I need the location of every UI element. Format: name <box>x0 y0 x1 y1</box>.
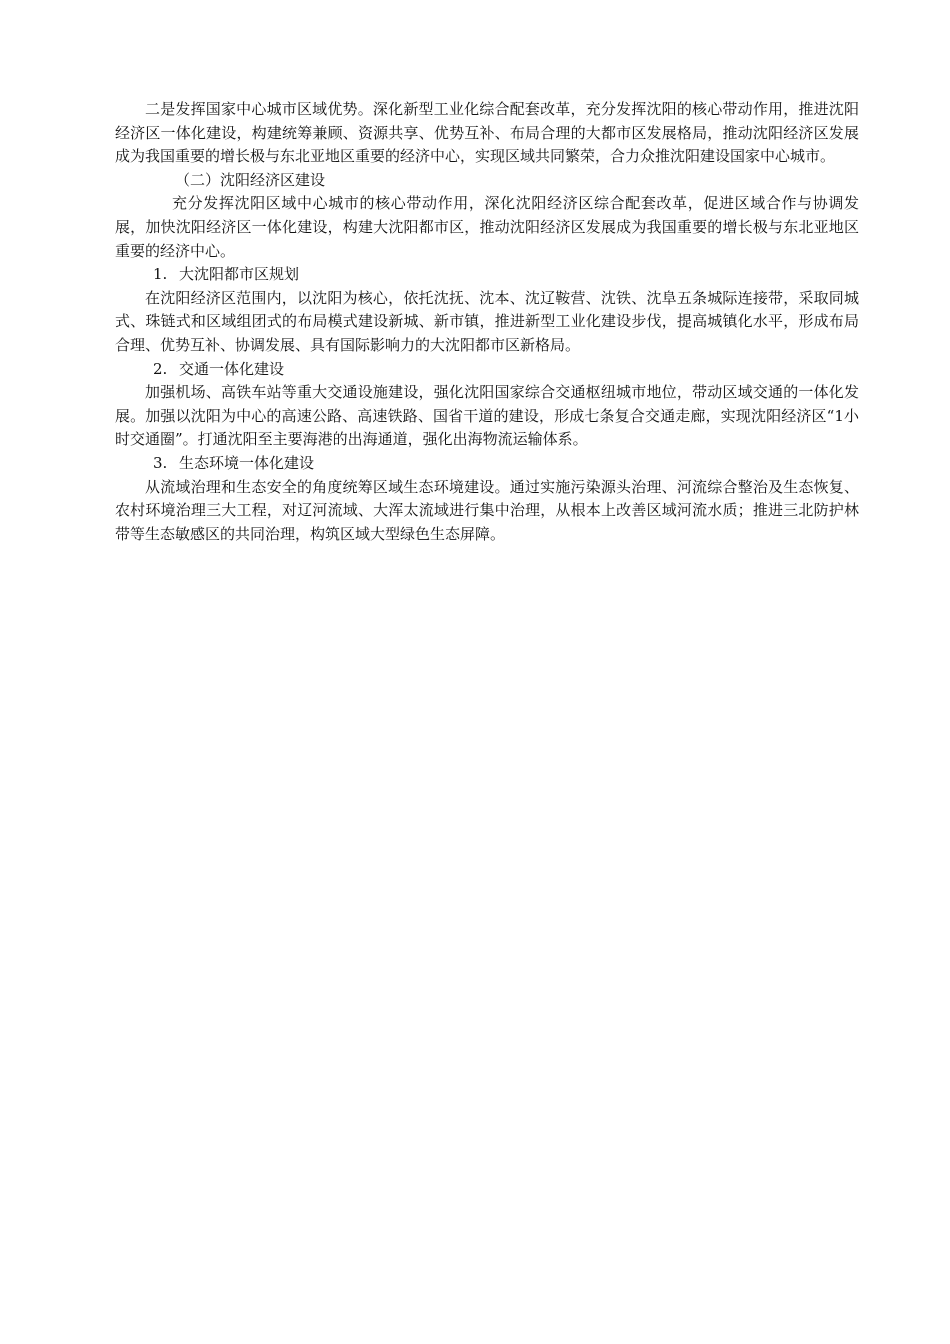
subsection-heading-1 <box>115 263 859 287</box>
section-intro-paragraph: 充分发挥沈阳区域中心城市的核心带动作用，深化沈阳经济区综合配套改革，促进区域合作与协调发展，加快沈阳经济区一体化建设，构建大沈阳都市区，推动沈阳经济区发展成为我国重要的增长极与东北亚地区重要的经济中心。 <box>115 194 859 260</box>
subsection-body-2: 加强机场、高铁车站等重大交通设施建设，强化沈阳国家综合交通枢纽城市地位，带动区域交通的一体化发展。加强以沈阳为中心的高速公路、高速铁路、国省干道的建设，形成七条复合交通走廊，实现沈阳经济区“1小时交通圈”。打通沈阳至主要海港的出海通道，强化出海物流运输体系。 <box>115 383 859 449</box>
section-heading: （二）沈阳经济区建设 <box>175 170 326 189</box>
subsection-title: 生态环境一体化建设 <box>179 453 315 472</box>
document-page <box>115 98 859 546</box>
intro-paragraph: 二是发挥国家中心城市区域优势。深化新型工业化综合配套改革，充分发挥沈阳的核心带动作用，推进沈阳经济区一体化建设，构建统筹兼顾、资源共享、优势互补、布局合理的大都市区发展格局，推动沈阳经济区发展成为我国重要的增长极与东北亚地区重要的经济中心，实现区域共同繁荣，合力众推沈阳建设国家中心城市。 <box>115 100 859 166</box>
subsection-heading-3 <box>115 452 859 476</box>
subsection-title: 交通一体化建设 <box>179 359 285 378</box>
subsection-number: 3. <box>153 453 168 472</box>
subsection-body-3: 从流域治理和生态安全的角度统筹区域生态环境建设。通过实施污染源头治理、河流综合整治及生态恢复、农村环境治理三大工程，对辽河流域、大浑太流域进行集中治理，从根本上改善区域河流水质；推进三北防护林带等生态敏感区的共同治理，构筑区域大型绿色生态屏障。 <box>115 477 859 543</box>
subsection-title: 大沈阳都市区规划 <box>179 265 300 284</box>
subsection-number: 1. <box>153 265 168 284</box>
subsection-heading-2 <box>115 358 859 382</box>
subsection-number: 2. <box>153 359 168 378</box>
subsection-body-1: 在沈阳经济区范围内，以沈阳为核心，依托沈抚、沈本、沈辽鞍营、沈铁、沈阜五条城际连接带，采取同城式、珠链式和区域组团式的布局模式建设新城、新市镇，推进新型工业化建设步伐，提高城镇化水平，形成布局合理、优势互补、协调发展、具有国际影响力的大沈阳都市区新格局。 <box>115 288 859 354</box>
